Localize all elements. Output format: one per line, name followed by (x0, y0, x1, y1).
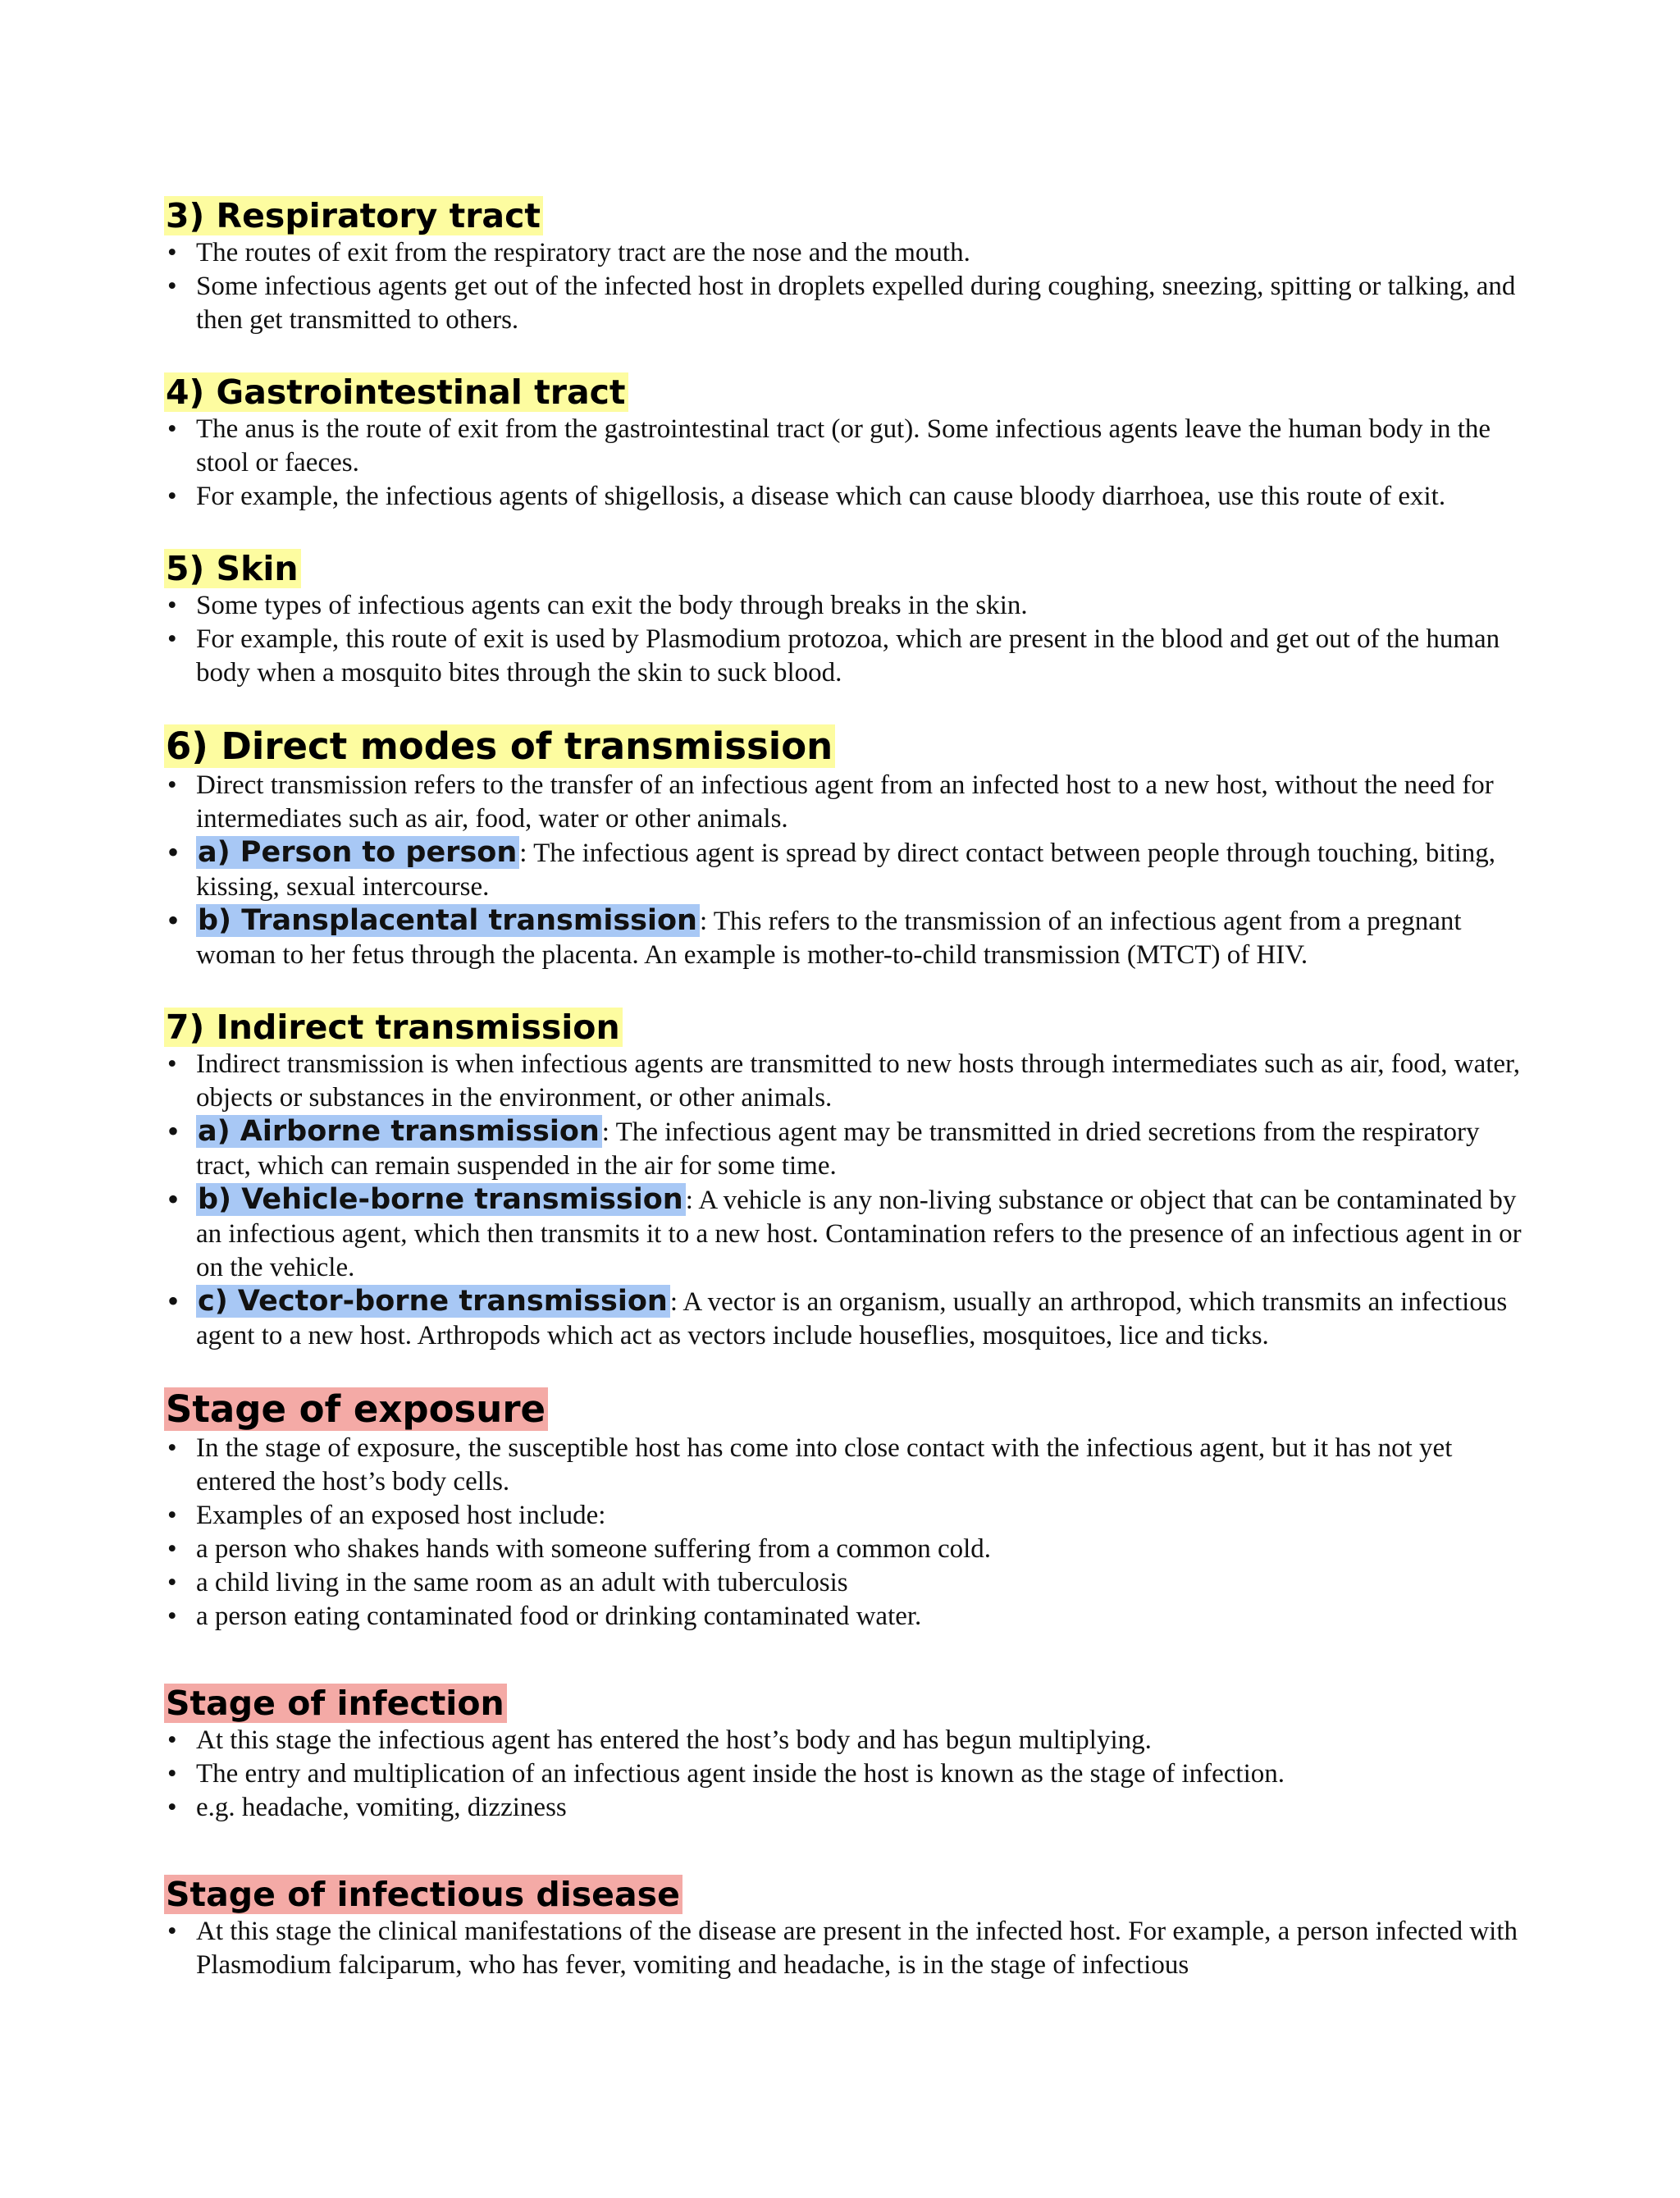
bullet-icon: • (167, 1568, 177, 1597)
list-item: • Direct transmission refers to the transfer of an infectious agent from an infected host to a new host, without the need for intermediates such as air, food, water or other animals. (167, 770, 1494, 834)
section-skin (164, 548, 1526, 690)
sub-label: c) Vector-borne transmission (196, 1285, 670, 1318)
section-heading: Stage of exposure (164, 1387, 1526, 1432)
bullet-icon: • (167, 591, 177, 620)
section-heading: Stage of infectious disease (164, 1874, 1526, 1915)
section-heading: Stage of infection (164, 1683, 1526, 1724)
list-item: • The routes of exit from the respiratory tract are the nose and the mouth. (164, 236, 1526, 270)
section-direct-transmission (164, 724, 1526, 972)
section-indirect-transmission (164, 1007, 1526, 1353)
bullet-icon: • (167, 1725, 177, 1755)
list-item: • For example, the infectious agents of shigellosis, a disease which can cause bloody diarrhoea, use this route of exit. (164, 480, 1526, 514)
bullet-icon: • (167, 1793, 177, 1822)
bullet-icon: • (167, 1433, 177, 1463)
list-item: • At this stage the infectious agent has entered the host’s body and has begun multiplying. (164, 1724, 1526, 1757)
section-heading: 6) Direct modes of transmission (164, 724, 1526, 769)
list-item: • Examples of an exposed host include: (164, 1499, 1526, 1533)
list-item: • e.g. headache, vomiting, dizziness (164, 1791, 1526, 1825)
bullet-icon: • (167, 1049, 177, 1079)
section-respiratory-tract (164, 195, 1526, 337)
bullet-icon: • (167, 834, 180, 871)
list-item: • c) Vector-borne transmission: A vector is an organism, usually an arthropod, which transmits an infectious agent to a new host. Arthropods which act as vectors include houseflies, mosquitoes, lice and ticks. (167, 1282, 1508, 1350)
sub-label: a) Person to person (196, 836, 519, 869)
sub-label: a) Airborne transmission (196, 1115, 602, 1148)
list-item: • For example, this route of exit is used by Plasmodium protozoa, which are present in the blood and get out of the human body when a mosquito bites through the skin to suck blood. (167, 624, 1500, 688)
section-stage-of-infectious-disease (164, 1874, 1526, 1982)
bullet-list (164, 413, 1526, 514)
sub-label: b) Vehicle-borne transmission (196, 1183, 686, 1216)
list-item: • In the stage of exposure, the susceptible host has come into close contact with the infectious agent, but it has not yet entered the host’s body cells. (167, 1433, 1453, 1497)
list-item: • The entry and multiplication of an infectious agent inside the host is known as the stage of infection. (164, 1757, 1526, 1791)
list-item: • b) Vehicle-borne transmission: A vehicle is any non-living substance or object that can be contaminated by an infectious agent, which then transmits it to a new host. Contamination refers to the presence of an infectious agent in or on the vehicle. (167, 1181, 1522, 1282)
bullet-list (164, 1432, 1526, 1634)
list-item: • Some infectious agents get out of the infected host in droplets expelled during coughing, sneezing, spitting or talking, and then get transmitted to others. (167, 272, 1516, 335)
bullet-icon: • (167, 272, 177, 301)
list-item: • a child living in the same room as an adult with tuberculosis (164, 1566, 1526, 1600)
bullet-icon: • (167, 1501, 177, 1530)
bullet-icon: • (167, 1534, 177, 1564)
section-heading: 7) Indirect transmission (164, 1007, 1526, 1048)
bullet-icon: • (167, 770, 177, 800)
list-item: • At this stage the clinical manifestations of the disease are present in the infected host. For example, a person infected with Plasmodium falciparum, who has fever, vomiting and headache, is in the stage of infectious (167, 1917, 1518, 1980)
list-item: • The anus is the route of exit from the gastrointestinal tract (or gut). Some infectious agents leave the human body in the stool or faeces. (167, 414, 1491, 478)
bullet-list (164, 1915, 1526, 1982)
list-item: • Some types of infectious agents can exit the body through breaks in the skin. (164, 589, 1526, 623)
bullet-icon: • (167, 1917, 177, 1946)
bullet-list (164, 769, 1526, 972)
list-item: • a) Airborne transmission: The infectious agent may be transmitted in dried secretions from the respiratory tract, which can remain suspended in the air for some time. (167, 1113, 1480, 1181)
bullet-icon: • (167, 482, 177, 511)
bullet-list (164, 1048, 1526, 1353)
list-item: • b) Transplacental transmission: This refers to the transmission of an infectious agent from a pregnant woman to her fetus through the placenta. An example is mother-to-child transmission (MTCT) of HIV. (167, 902, 1462, 970)
list-item: • a) Person to person: The infectious agent is spread by direct contact between people through touching, biting, kissing, sexual intercourse. (167, 834, 1496, 902)
bullet-icon: • (167, 624, 177, 654)
bullet-icon: • (167, 1113, 180, 1149)
bullet-list (164, 1724, 1526, 1825)
bullet-icon: • (167, 414, 177, 444)
section-heading: 4) Gastrointestinal tract (164, 372, 1526, 413)
sub-label: b) Transplacental transmission (196, 904, 700, 937)
section-heading: 3) Respiratory tract (164, 195, 1526, 236)
bullet-icon: • (167, 1602, 177, 1631)
section-stage-of-exposure (164, 1387, 1526, 1634)
list-item: • a person eating contaminated food or drinking contaminated water. (164, 1600, 1526, 1634)
list-item: • a person who shakes hands with someone suffering from a common cold. (164, 1533, 1526, 1566)
bullet-icon: • (167, 1282, 180, 1319)
bullet-list (164, 236, 1526, 337)
section-gastrointestinal-tract (164, 372, 1526, 514)
bullet-icon: • (167, 238, 177, 267)
section-heading: 5) Skin (164, 548, 1526, 589)
bullet-icon: • (167, 1759, 177, 1789)
document-page (164, 195, 1526, 1982)
section-stage-of-infection (164, 1683, 1526, 1825)
bullet-icon: • (167, 902, 180, 939)
bullet-list (164, 589, 1526, 690)
list-item: • Indirect transmission is when infectious agents are transmitted to new hosts through intermediates such as air, food, water, objects or substances in the environment, or other animals. (167, 1049, 1520, 1113)
bullet-icon: • (167, 1181, 180, 1218)
